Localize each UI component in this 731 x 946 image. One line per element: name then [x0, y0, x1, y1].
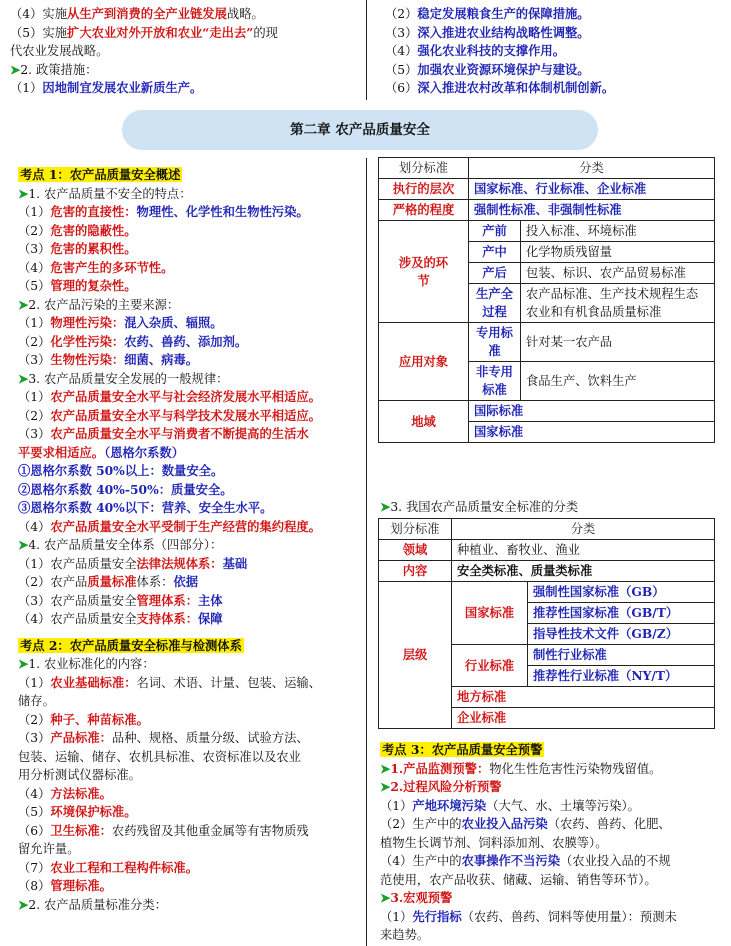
table1-stage-whole: 生产全过程 [469, 284, 521, 323]
feature-2: （2）危害的隐蔽性。 [18, 222, 137, 238]
rule-3-cont: 平要求相适应。（恩格尔系数） [18, 444, 185, 460]
table2-row-content-value: 安全类标准、质量类标准 [452, 561, 715, 582]
classification-heading: ➤2. 农产品质量标准分类： [18, 896, 167, 912]
feature-4: （4）危害产生的多环节性。 [18, 259, 174, 275]
top-left-block [10, 5, 360, 98]
table2-national: 国家标准 [452, 582, 528, 645]
rule-3: （3）农产品质量安全水平与消费者不断提高的生活水 [18, 426, 309, 441]
warning-2-4-cont: 范使用，农产品收获、储藏、运输、销售等环节）。 [380, 872, 657, 887]
arrow-icon: ➤ [380, 499, 391, 514]
section-1-heading: ➤1. 农产品质量不安全的特点： [18, 185, 192, 201]
std-5: （5）环境保护标准。 [18, 804, 137, 819]
table2-industry-nyt: 推荐性行业标准（NY/T） [528, 666, 715, 687]
arrow-icon: ➤ [380, 890, 391, 905]
policy-5: （5）加强农业资源环境保护与建设。 [385, 61, 590, 77]
china-classification-heading: ➤3. 我国农产品质量安全标准的分类 [380, 499, 579, 514]
table2-header-category: 分类 [452, 519, 715, 540]
warning-3-1: （1）先行指标（农药、兽药、饲料等使用量）：预测未 [380, 908, 677, 924]
std-2: （2）种子、种苗标准。 [18, 711, 149, 727]
table2-row-field-key: 领域 [379, 540, 452, 561]
std-3-cont: 包装、运输、储存、农机具标准、农资标准以及农业 [18, 749, 301, 764]
table1-stage-post-value: 包装、标识、农产品贸易标准 [521, 263, 715, 284]
top-right-block [385, 5, 725, 98]
table2-enterprise: 企业标准 [452, 708, 715, 729]
warning-3-1-cont: 来趋势。 [380, 928, 430, 942]
table1-row-target-key: 应用对象 [379, 323, 469, 401]
pollution-1: （1）物理性污染：混入杂质、辐照。 [18, 315, 223, 330]
table1-region-intl: 国际标准 [469, 401, 715, 422]
std-6-cont: 留允许量。 [18, 842, 80, 856]
system-4: （4）农产品质量安全支持体系：保障 [18, 611, 223, 626]
table1-target-general-value: 食品生产、饮料生产 [521, 362, 715, 401]
table2-national-gbt: 推荐性国家标准（GB/T） [528, 603, 715, 624]
policy-2: （2）稳定发展粮食生产的保障措施。 [385, 6, 590, 21]
table1-header-category: 分类 [469, 158, 715, 179]
policy-4: （4）强化农业科技的支撑作用。 [385, 43, 565, 58]
kaodian-2-heading: 考点 2：农产品质量安全标准与检测体系 [20, 637, 242, 653]
strategy-5-cont: 代农业发展战略。 [10, 44, 109, 58]
engel-1: ①恩格尔系数 50%以上：数量安全。 [18, 463, 224, 478]
section-3-block [380, 498, 720, 517]
feature-3: （3）危害的累积性。 [18, 241, 137, 256]
table1-row-region-key: 地域 [379, 401, 469, 443]
warning-1: ➤1.产品监测预警：物化生性危害性污染物残留值。 [380, 760, 662, 776]
section-4-heading: ➤4. 农产品质量安全体系（四部分）： [18, 537, 223, 552]
table1-stage-mid-value: 化学物质残留量 [521, 242, 715, 263]
std-4: （4）方法标准。 [18, 785, 112, 801]
engel-3: ③恩格尔系数 40%以下：营养、安全生水平。 [18, 500, 273, 515]
chapter-title: 第二章 农产品质量安全 [122, 110, 598, 150]
rule-1: （1）农产品质量安全水平与社会经济发展水平相适应。 [18, 389, 321, 404]
table1-stage-mid: 产中 [469, 242, 521, 263]
table1-stage-pre: 产前 [469, 221, 521, 242]
feature-1: （1）危害的直接性：物理性、化学性和生物性污染。 [18, 204, 309, 219]
table1-header-criteria: 划分标准 [379, 158, 469, 179]
pollution-3: （3）生物性污染：细菌、病毒。 [18, 352, 199, 367]
table1-region-national: 国家标准 [469, 422, 715, 443]
arrow-icon: ➤ [18, 656, 29, 671]
table2-row-level-key: 层级 [379, 582, 452, 729]
warning-2-2: （2）生产中的农业投入品污染（农药、兽药、化肥、 [380, 816, 671, 831]
table1-stage-post: 产后 [469, 263, 521, 284]
table2-row-content-key: 内容 [379, 561, 452, 582]
arrow-icon: ➤ [18, 185, 29, 201]
kaodian-3-heading: 考点 3：农产品质量安全预警 [382, 742, 543, 757]
system-3: （3）农产品质量安全管理体系：主体 [18, 592, 223, 608]
standard-classification-table [378, 157, 715, 443]
china-standard-table [378, 518, 715, 729]
table1-row-strict-value: 强制性标准、非强制性标准 [469, 200, 715, 221]
std-8: （8）管理标准。 [18, 878, 112, 893]
warning-2: ➤2.过程风险分析预警 [380, 779, 502, 794]
system-2: （2）农产品质量标准体系：依据 [18, 574, 199, 589]
column-divider-main [366, 158, 367, 946]
std-3-cont2: 用分析测试仪器标准。 [18, 768, 141, 782]
warning-3: ➤3.宏观预警 [380, 890, 453, 905]
std-6: （6）卫生标准：农药残留及其他重金属等有害物质残 [18, 822, 309, 838]
arrow-icon: ➤ [18, 370, 29, 386]
policy-1: （1）因地制宜发展农业新质生产。 [10, 80, 203, 95]
arrow-icon: ➤ [380, 760, 391, 776]
arrow-icon: ➤ [18, 896, 29, 912]
rule-2: （2）农产品质量安全水平与科学技术发展水平相适应。 [18, 407, 321, 423]
column-divider-top [366, 0, 367, 100]
table1-row-level-key: 执行的层次 [379, 179, 469, 200]
std-7: （7）农业工程和工程构件标准。 [18, 859, 198, 875]
table1-stage-pre-value: 投入标准、环境标准 [521, 221, 715, 242]
table1-row-strict-key: 严格的程度 [379, 200, 469, 221]
table1-row-stage-key: 涉及的环节 [379, 221, 469, 323]
arrow-icon: ➤ [10, 61, 21, 77]
table2-local: 地方标准 [452, 687, 715, 708]
arrow-icon: ➤ [380, 779, 391, 794]
rule-4: （4）农产品质量安全水平受制于生产经营的集约程度。 [18, 518, 321, 534]
policy-3: （3）深入推进农业结构战略性调整。 [385, 24, 590, 40]
table1-target-special: 专用标准 [469, 323, 521, 362]
strategy-4: （4）实施从生产到消费的全产业链发展战略。 [10, 6, 264, 21]
section-2-heading: ➤2. 农产品污染的主要来源： [18, 296, 180, 312]
warning-2-1: （1）产地环境污染（大气、水、土壤等污染）。 [380, 797, 640, 813]
table2-national-gb: 强制性国家标准（GB） [528, 582, 715, 603]
kaodian-1-heading: 考点 1：农产品质量安全概述 [20, 167, 181, 182]
feature-5: （5）管理的复杂性。 [18, 278, 137, 293]
arrow-icon: ➤ [18, 537, 29, 552]
arrow-icon: ➤ [18, 296, 29, 312]
table1-stage-whole-value: 农产品标准、生产技术规程生态农业和有机食品质量标准 [521, 284, 715, 323]
table2-row-field-value: 种植业、畜牧业、渔业 [452, 540, 715, 561]
std-1: （1）农业基础标准：名词、术语、计量、包装、运输、 [18, 674, 321, 690]
left-column [18, 166, 363, 914]
system-1: （1）农产品质量安全法律法规体系：基础 [18, 555, 248, 571]
std-3: （3）产品标准：品种、规格、质量分级、试验方法、 [18, 730, 309, 745]
std-1-cont: 储存。 [18, 694, 55, 708]
table2-header-criteria: 划分标准 [379, 519, 452, 540]
table1-row-level-value: 国家标准、行业标准、企业标准 [469, 179, 715, 200]
std-heading: ➤1. 农业标准化的内容： [18, 656, 155, 671]
warning-2-4: （4）生产中的农事操作不当污染（农业投入品的不规 [380, 853, 671, 868]
table2-industry: 行业标准 [452, 645, 528, 687]
table2-national-gbz: 指导性技术文件（GB/Z） [528, 624, 715, 645]
engel-2: ②恩格尔系数 40%-50%：质量安全。 [18, 481, 233, 497]
table2-industry-mandatory: 制性行业标准 [528, 645, 715, 666]
section-3-heading: ➤3. 农产品质量安全发展的一般规律： [18, 370, 229, 386]
strategy-5: （5）实施扩大农业对外开放和农业“走出去”的现 [10, 24, 278, 40]
policy-heading: ➤2. 政策措施： [10, 61, 98, 77]
table1-target-general: 非专用标准 [469, 362, 521, 401]
warning-2-2-cont: 植物生长调节剂、饲料添加剂、农膜等）。 [380, 835, 608, 850]
kaodian-3-block [380, 741, 720, 945]
pollution-2: （2）化学性污染：农药、兽药、添加剂。 [18, 333, 248, 349]
table1-target-special-value: 针对某一农产品 [521, 323, 715, 362]
policy-6: （6）深入推进农村改革和体制机制创新。 [385, 80, 615, 95]
